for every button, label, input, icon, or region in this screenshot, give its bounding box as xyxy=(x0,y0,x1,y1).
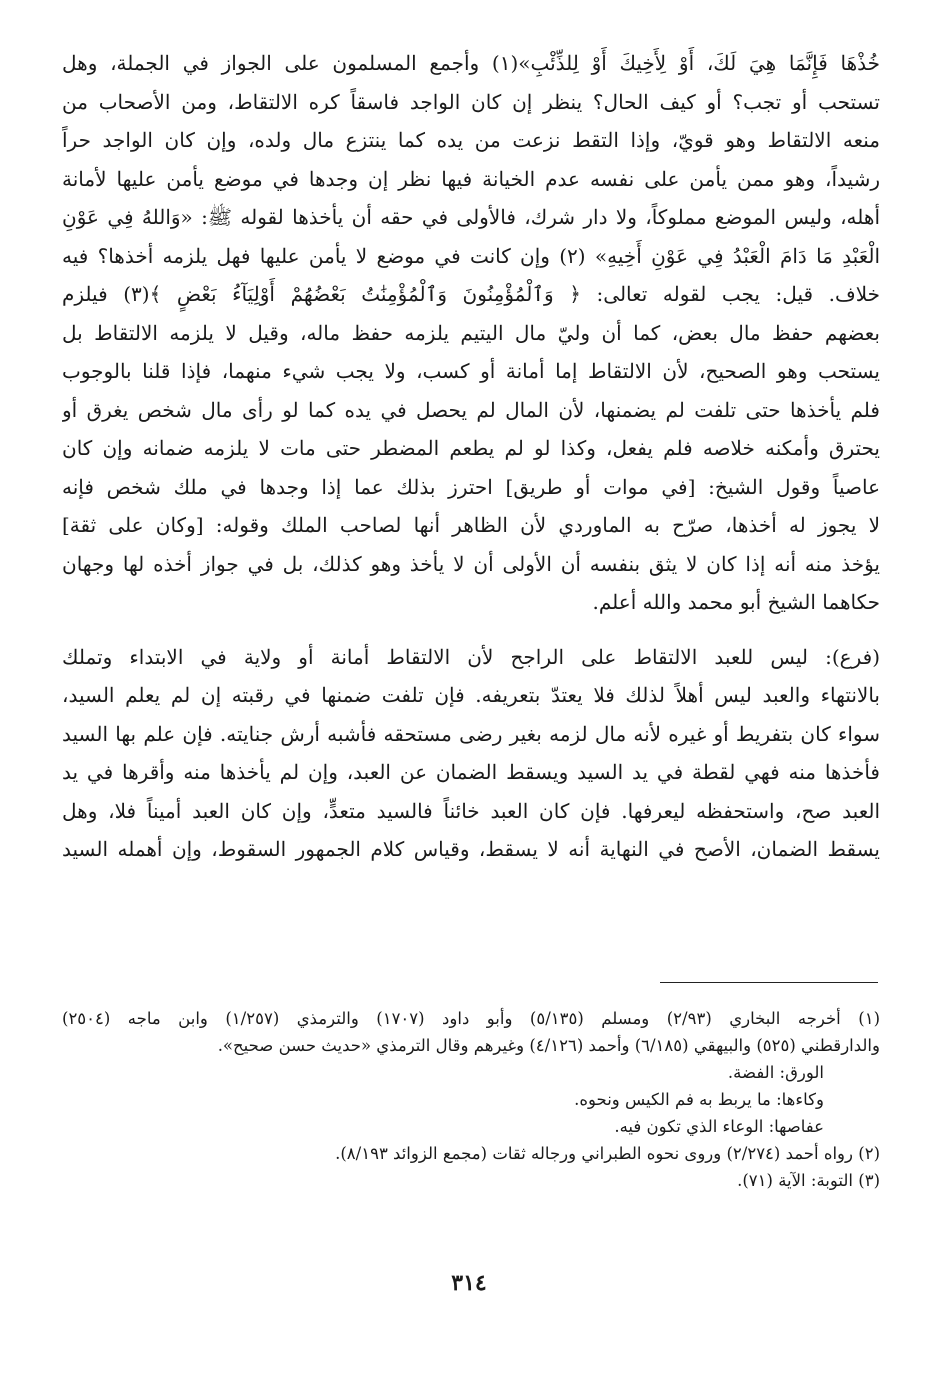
footnote-separator xyxy=(660,982,878,983)
text-line: أهله، وليس الموضع مملوكاً، ولا دار شرك، فالأولى في حقه أن يأخذها لقوله ﷺ: «وَاللهُ فِي عَوْنِ xyxy=(62,205,880,229)
text-line: تستحب أو تجب؟ أو كيف الحال؟ ينظر إن كان الواجد فاسقاً كره الالتقاط، ومن الأصحاب من xyxy=(62,89,880,114)
page-number: ٣١٤ xyxy=(451,1270,487,1296)
text-line: يستحب وهو الصحيح، لأن الالتقاط إما أمانة أو كسب، ولا يجب شيء منهما، فإذا قلنا بالوجوب xyxy=(62,359,880,383)
text-line: رشيداً، وهو ممن يأمن على نفسه عدم الخيانة فيها نظر إن وجدها في موضع يأمن عليها لأمانة xyxy=(62,166,880,191)
footnote-2: (٢) رواه أحمد (٢/٢٧٤) وروى نحوه الطبراني ورجاله ثقات (مجمع الزوائد ٨/١٩٣). xyxy=(335,1144,880,1163)
paragraph-1 xyxy=(62,44,880,622)
footnote-gloss: عفاصها: الوعاء الذي تكون فيه. xyxy=(614,1117,824,1136)
text-line: العبد صح، واستحفظه ليعرفها. فإن كان العبد خائناً فالسيد متعدٍّ، وإن كان العبد أميناً فلا، وهل xyxy=(62,798,880,823)
text-line: خلاف. قيل: يجب لقوله تعالى: ﴿ وَٱلْمُؤْمِنُونَ وَٱلْمُؤْمِنَٰتُ بَعْضُهُمْ أَوْلِيَآءُ بَعْضٍ ﴾(٣) فيلزم xyxy=(62,282,880,306)
text-line: يحترق وأمكنه خلاصه فلم يفعل، وكذا لو لم يطعم المضطر حتى مات لا يلزمه ضمانه وإن كان xyxy=(62,436,880,460)
footnotes xyxy=(62,1005,880,1194)
text-line: عاصياً وقول الشيخ: [في موات أو طريق] احترز بذلك عما إذا وجدها في ملك شخص فإنه xyxy=(62,474,880,499)
text-line: فلم يأخذها حتى تلفت لم يضمنها، لأن المال لم يحصل في يده كما لو رأى مال شخص يغرق أو xyxy=(62,397,880,422)
footnote-gloss: وكاءها: ما يربط به فم الكيس ونحوه. xyxy=(574,1090,824,1109)
text-line: منعه الالتقاط وهو قويّ، وإذا التقط نزعت من يده كما ينتزع مال ولده، وإن كان الواجد حراً xyxy=(62,128,880,152)
text-line: حكاهما الشيخ أبو محمد والله أعلم. xyxy=(592,590,880,614)
footnote-1-line-2: والدارقطني (٥٢٥) والبيهقي (٦/١٨٥) وأحمد (٤/١٢٦) وغيرهم وقال الترمذي «حديث حسن صحيح». xyxy=(217,1036,880,1055)
text-line: بعضهم حفظ مال بعض، كما أن وليّ مال اليتيم يلزمه حفظ ماله، وقيل لا يلزمه الالتقاط بل xyxy=(62,320,880,345)
footnote-1-line-1: (١) أخرجه البخاري (٢/٩٣) ومسلم (٥/١٣٥) وأبو داود (١٧٠٧) والترمذي (١/٢٥٧) وابن ماجه (٢٥٠٤) xyxy=(62,1009,880,1028)
text-line: يؤخذ منه أنه إذا كان لا يثق بنفسه أن الأولى أن لا يأخذ وهو كذلك، بل في جواز أخذه لها وجهان xyxy=(62,551,880,576)
text-line: فأخذها منه فهي لقطة في يد السيد ويسقط الضمان عن العبد، وإن لم يأخذها منه وأقرها في يد xyxy=(62,760,880,784)
text-line: الْعَبْدِ مَا دَامَ الْعَبْدُ فِي عَوْنِ أَخِيهِ» (٢) وإن كانت في موضع لا يأمن عليها فهل يلزمه أخذها؟ فيه xyxy=(62,243,880,268)
text-line: بالانتهاء والعبد ليس أهلاً لذلك فلا يعتدّ بتعريفه. فإن تلفت ضمنها في رقبته إن لم يعلم السيد، xyxy=(62,683,880,707)
main-text xyxy=(62,44,880,869)
paragraph-2 xyxy=(62,638,880,869)
text-line: لا يجوز له أخذها، صرّح به الماوردي لأن الظاهر أنها لصاحب الملك وقوله: [وكان على ثقة] xyxy=(62,513,880,537)
paragraph-spacer xyxy=(62,622,880,638)
footnote-3: (٣) التوبة: الآية (٧١). xyxy=(737,1171,880,1190)
text-line: خُذْهَا فَإِنَّمَا هِيَ لَكَ، أَوْ لِأَخِيكَ أَوْ لِلذِّئْبِ»(١) وأجمع المسلمون على الجواز في الجملة، وهل xyxy=(62,51,880,75)
text-line: يسقط الضمان، الأصح في النهاية أنه لا يسقط، وقياس كلام الجمهور السقوط، وإن أهمله السيد xyxy=(62,837,880,861)
text-line: سواء كان بتفريط أو غيره لأنه مال لزمه بغير رضى مستحقه فأشبه أرش جنايته. فإن علم بها السيد xyxy=(62,721,880,746)
text-line: (فرع): ليس للعبد الالتقاط على الراجح لأن الالتقاط أمانة أو ولاية في الابتداء وتملك xyxy=(62,644,880,669)
footnote-gloss: الورق: الفضة. xyxy=(727,1063,824,1082)
